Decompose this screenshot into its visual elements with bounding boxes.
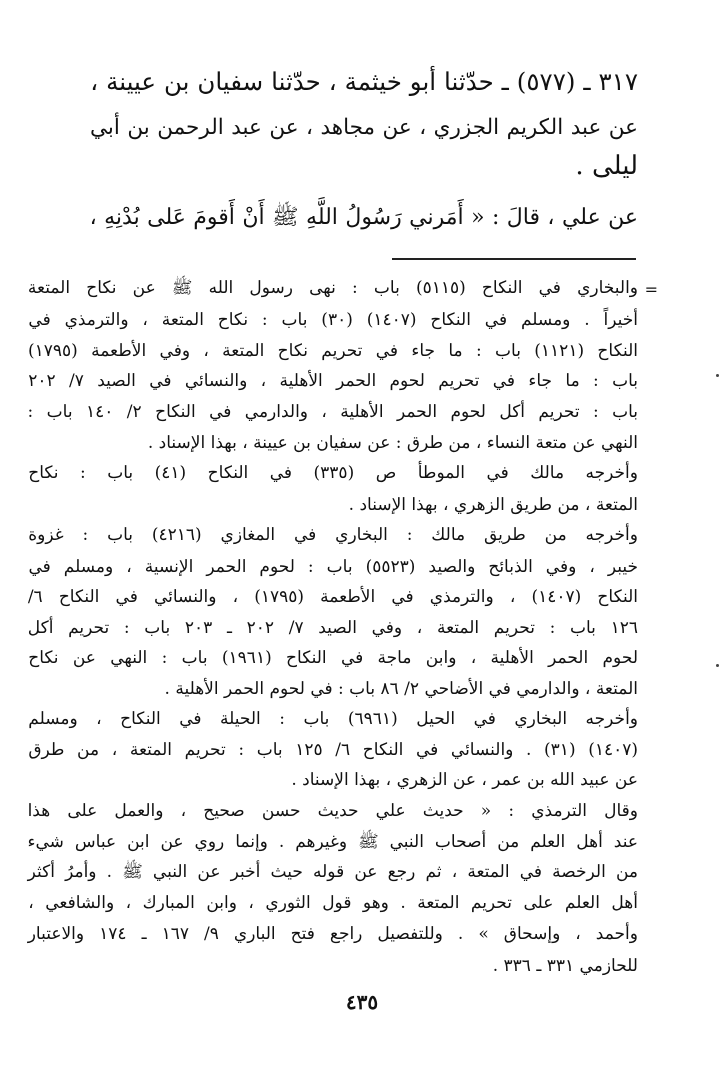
- footnote-line: خيبر ، وفي الذبائح والصيد (٥٥٢٣) باب : لحوم الحمر الإنسية ، ومسلم في: [28, 557, 638, 577]
- footnote-line: وقال الترمذي : « حديث علي حديث حسن صحيح ، والعمل على هذا: [27, 801, 638, 821]
- footnote-line: والبخاري في النكاح (٥١١٥) باب : نهى رسول الله ﷺ عن نكاح المتعة: [27, 278, 638, 298]
- footnote-continuation-mark: =: [644, 280, 658, 299]
- hadith-line: عن علي ، قالَ : « أَمَرني رَسُولُ اللَّهِ ﷺ أَنْ أَقومَ عَلى بُدْنِهِ ،: [89, 205, 638, 230]
- footnote-line: عند أهل العلم من أصحاب النبي ﷺ وغيرهم . وإنما روي عن ابن عباس شيء: [27, 832, 638, 852]
- page-number: ٤٣٥: [345, 990, 379, 1014]
- footnote-line: وأخرجه البخاري في الحيل (٦٩٦١) باب : الحيلة في النكاح ، ومسلم: [28, 709, 638, 729]
- footnote-line: للحازمي ٣٣١ ـ ٣٣٦ .: [492, 956, 638, 976]
- footnote-line: لحوم الحمر الأهلية ، وابن ماجة في النكاح (١٩٦١) باب : النهي عن نكاح: [28, 648, 638, 668]
- footnote-line: أهل العلم على تحريم المتعة . وهو قول الثوري ، وابن المبارك ، والشافعي ،: [28, 893, 638, 913]
- footnote-separator: [392, 258, 636, 260]
- footnote-line: النكاح (١١٢١) باب : ما جاء في تحريم نكاح المتعة ، وفي الأطعمة (١٧٩٥): [27, 341, 638, 361]
- hadith-line: عن عبد الكريم الجزري ، عن مجاهد ، عن عبد الرحمن بن أبي: [90, 115, 638, 140]
- footnote-line: النهي عن متعة النساء ، من طرق : عن سفيان بن عيينة ، بهذا الإسناد .: [147, 433, 638, 453]
- footnote-line: المتعة ، والدارمي في الأضاحي ٢/ ٨٦ باب : في لحوم الحمر الأهلية .: [164, 679, 638, 699]
- footnote-line: وأخرجه مالك في الموطأ ص (٣٣٥) في النكاح (٤١) باب : نكاح: [28, 463, 638, 483]
- footnote-line: وأحمد ، وإسحاق » . وللتفصيل راجع فتح الباري ٩/ ١٦٧ ـ ١٧٤ والاعتبار: [27, 924, 638, 944]
- hadith-line: ٣١٧ ـ (٥٧٧) ـ حدّثنا أبو خيثمة ، حدّثنا سفيان بن عيينة ،: [90, 67, 638, 96]
- footnote-line: المتعة ، من طريق الزهري ، بهذا الإسناد .: [348, 495, 638, 515]
- margin-mark: [716, 374, 719, 377]
- hadith-line: ليلى .: [575, 151, 638, 181]
- footnote-line: النكاح (١٤٠٧) ، والترمذي في الأطعمة (١٧٩٥) ، والنسائي في النكاح ٦/: [27, 587, 638, 607]
- footnote-line: ١٢٦ باب : تحريم المتعة ، وفي الصيد ٧/ ٢٠٢ ـ ٢٠٣ باب : تحريم أكل: [27, 618, 638, 638]
- footnote-line: عن عبيد الله بن عمر ، عن الزهري ، بهذا الإسناد .: [291, 770, 638, 790]
- footnote-line: (١٤٠٧) (٣١) . والنسائي في النكاح ٦/ ١٢٥ باب : تحريم المتعة ، من طرق: [28, 740, 638, 760]
- footnote-line: من الرخصة في المتعة ، ثم رجع عن قوله حيث أخبر عن النبي ﷺ . وأمرُ أكثر: [27, 862, 638, 882]
- margin-mark: [716, 664, 719, 667]
- footnote-line: باب : ما جاء في تحريم لحوم الحمر الأهلية ، والنسائي في الصيد ٧/ ٢٠٢: [28, 371, 638, 391]
- footnote-line: وأخرجه من طريق مالك : البخاري في المغازي (٤٢١٦) باب : غزوة: [28, 525, 638, 545]
- footnote-line: أخيراً . ومسلم في النكاح (١٤٠٧) (٣٠) باب : نكاح المتعة ، والترمذي في: [28, 310, 638, 330]
- footnote-line: باب : تحريم أكل لحوم الحمر الأهلية ، والدارمي في النكاح ٢/ ١٤٠ باب :: [27, 402, 638, 422]
